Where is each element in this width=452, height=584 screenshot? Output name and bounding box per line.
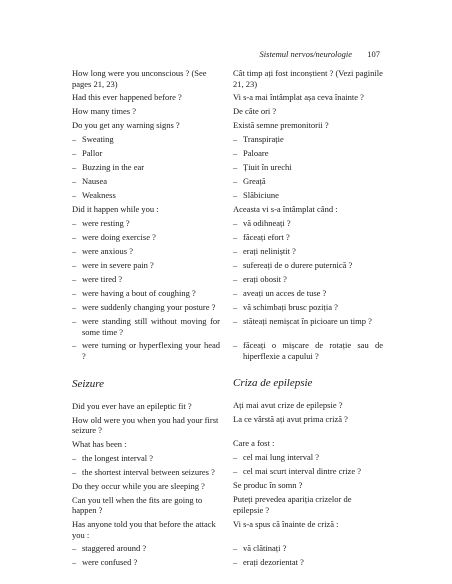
question-line: Ați mai avut crize de epilepsie ? bbox=[233, 400, 343, 411]
question-line: De câte ori ? bbox=[233, 106, 277, 117]
question-line: Had this ever happened before ? bbox=[72, 92, 182, 103]
list-item: – were resting ? bbox=[72, 218, 220, 229]
question-line: Există semne premonitorii ? bbox=[233, 120, 329, 131]
question-line: How long were you unconscious ? (See pages 21, 23) bbox=[72, 68, 207, 89]
running-header-title: Sistemul nervos/neurologie bbox=[259, 49, 352, 59]
list-item: – vă odihneați ? bbox=[233, 218, 383, 229]
list-item: – were turning or hyperflexing your head ? bbox=[72, 340, 220, 361]
list-item: – the longest interval ? bbox=[72, 453, 220, 464]
romanian-seizure-block bbox=[233, 400, 383, 567]
list-item: – were anxious ? bbox=[72, 246, 220, 257]
question-line: Did you ever have an epileptic fit ? bbox=[72, 400, 192, 411]
section-heading-english: Seizure bbox=[72, 377, 104, 390]
list-item: – făceați efort ? bbox=[233, 232, 383, 243]
list-item: – Nausea bbox=[72, 176, 220, 187]
list-item: – the shortest interval between seizures ? bbox=[72, 467, 220, 478]
list-item: – erați obosit ? bbox=[233, 274, 383, 285]
section-heading-romanian: Criza de epilepsie bbox=[233, 377, 313, 390]
question-line: Puteți prevedea apariția crizelor de epilepsie ? bbox=[233, 494, 352, 515]
list-item: – Greață bbox=[233, 176, 383, 187]
list-item: – were standing still without moving for some time ? bbox=[72, 316, 220, 337]
question-line: Can you tell when the fits are going to happen ? bbox=[72, 494, 203, 516]
list-item: – Pallor bbox=[72, 148, 220, 159]
question-line: Has anyone told you that before the attack you : bbox=[72, 518, 216, 540]
list-item: – staggered around ? bbox=[72, 543, 220, 554]
list-item: – făceați o mișcare de rotație sau de hiperflexie a capului ? bbox=[233, 340, 383, 361]
question-line: Do they occur while you are sleeping ? bbox=[72, 480, 205, 491]
question-line: Aceasta vi s-a întâmplat când : bbox=[233, 204, 338, 215]
romanian-questions-block bbox=[233, 68, 383, 361]
list-item: – cel mai scurt interval dintre crize ? bbox=[233, 466, 383, 477]
list-item: – aveați un acces de tuse ? bbox=[233, 288, 383, 299]
list-item: – cel mai lung interval ? bbox=[233, 452, 383, 463]
question-line: Do you get any warning signs ? bbox=[72, 120, 180, 131]
question-line: How many times ? bbox=[72, 106, 136, 117]
list-item: – were in severe pain ? bbox=[72, 260, 220, 271]
list-item: – were tired ? bbox=[72, 274, 220, 285]
list-item: – were doing exercise ? bbox=[72, 232, 220, 243]
english-seizure-block bbox=[72, 401, 220, 569]
list-item: – Sweating bbox=[72, 134, 220, 145]
question-line: How old were you when you had your first seizure ? bbox=[72, 414, 219, 436]
list-item: – vă clătinați ? bbox=[233, 543, 383, 554]
list-item: – stăteați nemișcat în picioare un timp ? bbox=[233, 316, 383, 337]
question-line: Vi s-a spus că înainte de criză : bbox=[233, 518, 339, 529]
list-item: – vă schimbați brusc poziția ? bbox=[233, 302, 383, 313]
list-item: – were having a bout of coughing ? bbox=[72, 288, 220, 299]
list-item: – were suddenly changing your posture ? bbox=[72, 302, 220, 313]
question-line: Se produc în somn ? bbox=[233, 480, 303, 491]
question-line: Did it happen while you : bbox=[72, 204, 159, 215]
list-item: – erați neliniștit ? bbox=[233, 246, 383, 257]
list-item: – Transpirație bbox=[233, 134, 383, 145]
question-line: Cât timp ați fost inconștient ? (Vezi paginile 21, 23) bbox=[233, 68, 383, 89]
list-item: – sufereați de o durere puternică ? bbox=[233, 260, 383, 271]
list-item: – Țiuit în urechi bbox=[233, 162, 383, 173]
running-header bbox=[72, 49, 380, 63]
question-line: What has been : bbox=[72, 438, 127, 449]
english-questions-block bbox=[72, 68, 220, 362]
english-column bbox=[72, 68, 220, 571]
list-item: – Weakness bbox=[72, 190, 220, 201]
list-item: – Slăbiciune bbox=[233, 190, 383, 201]
question-line: Care a fost : bbox=[233, 438, 275, 449]
romanian-column bbox=[233, 68, 383, 571]
question-line: La ce vârstă ați avut prima criză ? bbox=[233, 414, 348, 425]
question-line: Vi s-a mai întâmplat așa ceva înainte ? bbox=[233, 92, 364, 103]
list-item: – were confused ? bbox=[72, 557, 220, 568]
page-number: 107 bbox=[367, 49, 380, 59]
list-item: – Buzzing in the ear bbox=[72, 162, 220, 173]
list-item: – Paloare bbox=[233, 148, 383, 159]
list-item: – erați dezorientat ? bbox=[233, 557, 383, 568]
